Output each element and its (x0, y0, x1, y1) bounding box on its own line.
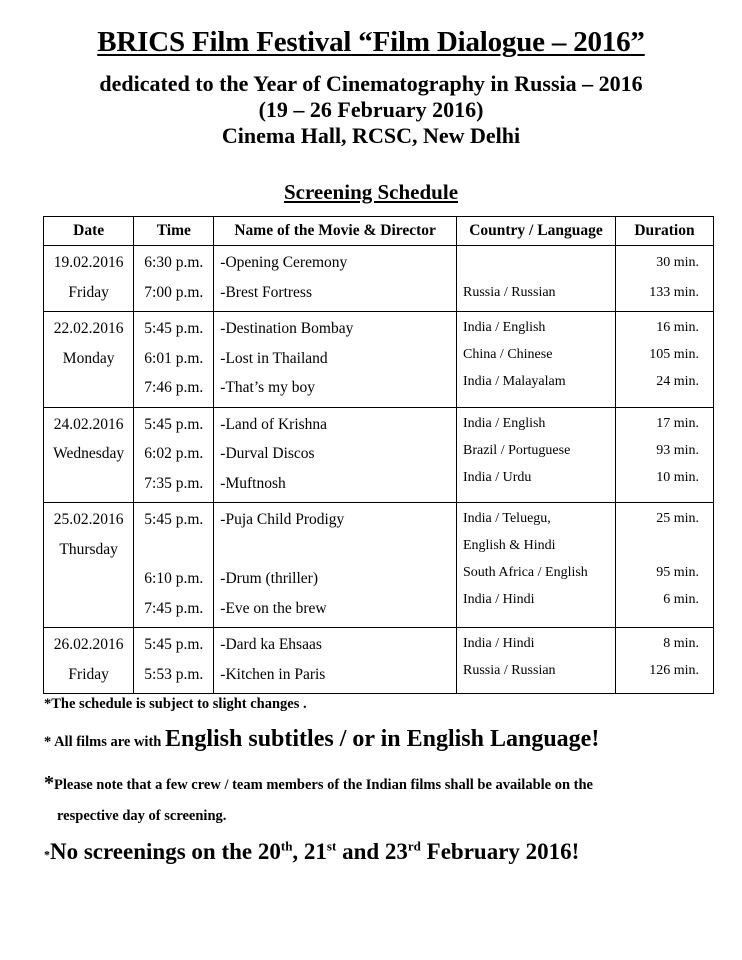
duration: 30 min. (656, 255, 699, 270)
duration-cell (615, 503, 713, 628)
day: Friday (68, 665, 109, 683)
duration-spacer (616, 532, 699, 559)
country-language: Russia / Russian (462, 663, 556, 678)
ordinal-suffix: st (326, 838, 337, 853)
note-text-part: February 2016! (420, 838, 580, 864)
note-text-part: , 21 (292, 838, 327, 864)
movie-title: -Drum (thriller) (220, 570, 318, 587)
country-language: India / Urdu (462, 469, 532, 485)
festival-venue: Cinema Hall, RCSC, New Delhi (221, 123, 521, 148)
date: 22.02.2016 (53, 320, 124, 337)
time: 7:45 p.m. (144, 599, 204, 617)
movie-title: -That’s my boy (220, 379, 316, 396)
table-row (44, 628, 714, 694)
date: 24.02.2016 (53, 415, 124, 433)
country-cell (456, 246, 615, 312)
duration: 25 min. (656, 511, 699, 526)
note-text-part: No screenings on the 20 (50, 838, 281, 864)
country-language (463, 248, 615, 278)
movie-title: -Land of Krishna (220, 415, 328, 433)
festival-title: BRICS Film Festival “Film Dialogue – 2016” (97, 26, 645, 58)
time-cell (134, 628, 214, 694)
movie-title: -Destination Bombay (220, 320, 354, 337)
movie-title: -Muftnosh (220, 474, 286, 492)
time-cell (134, 407, 214, 503)
movie-title: -Durval Discos (220, 445, 315, 462)
table-row (44, 503, 714, 628)
column-header-movie: Name of the Movie & Director (214, 217, 457, 246)
table-header-row (44, 217, 714, 246)
ordinal-suffix: rd (407, 838, 421, 853)
duration: 16 min. (656, 320, 699, 335)
time: 6:01 p.m. (144, 349, 204, 367)
country-cell (456, 503, 615, 628)
date: 19.02.2016 (53, 254, 124, 271)
movie-cell (214, 246, 457, 312)
country-language: South Africa / English (462, 565, 588, 580)
movie-cell (214, 407, 457, 503)
day: Friday (68, 283, 109, 301)
country-language: India / Teluegu, (462, 511, 551, 526)
duration-cell (615, 407, 713, 503)
time: 6:02 p.m. (144, 445, 204, 462)
country-language: Russia / Russian (462, 284, 556, 300)
festival-dates: (19 – 26 February 2016) (258, 97, 484, 122)
movie-title: -Kitchen in Paris (220, 665, 326, 683)
time-cell (134, 246, 214, 312)
country-cell (456, 407, 615, 503)
note-schedule-changes: *The schedule is subject to slight changes . (44, 696, 307, 712)
duration: 93 min. (656, 442, 699, 458)
country-cell (456, 628, 615, 694)
movie-spacer (220, 535, 456, 565)
time: 5:45 p.m. (144, 511, 204, 528)
duration-cell (615, 628, 713, 694)
note-crew (44, 772, 593, 795)
country-language: India / English (462, 320, 546, 335)
table-row (44, 407, 714, 503)
day: Monday (62, 349, 115, 367)
movie-title: -Puja Child Prodigy (220, 511, 345, 528)
duration: 133 min. (649, 284, 699, 300)
day: Thursday (59, 540, 118, 558)
day: Wednesday (53, 445, 125, 462)
note-no-screenings-text (50, 839, 579, 864)
duration: 8 min. (663, 636, 699, 651)
time: 5:45 p.m. (144, 415, 204, 433)
festival-dedication: dedicated to the Year of Cinematography in Russia – 2016 (99, 71, 643, 96)
screening-schedule-table (43, 216, 714, 694)
note-text-part: and 23 (336, 838, 408, 864)
note-crew-asterisk: * (44, 772, 54, 794)
date: 25.02.2016 (53, 511, 124, 528)
country-language: India / English (462, 415, 546, 431)
duration: 95 min. (656, 565, 699, 580)
time: 6:30 p.m. (144, 254, 204, 271)
time-spacer (134, 535, 213, 565)
date-cell (44, 312, 134, 408)
country-language: English & Hindi (462, 538, 556, 553)
duration: 24 min. (656, 374, 699, 389)
movie-cell (214, 503, 457, 628)
movie-cell (214, 628, 457, 694)
time-cell (134, 503, 214, 628)
date-cell (44, 407, 134, 503)
column-header-date: Date (44, 217, 134, 246)
schedule-title: Screening Schedule (283, 180, 459, 204)
country-language: India / Hindi (462, 592, 535, 607)
time: 5:45 p.m. (144, 636, 204, 653)
note-crew-line2: respective day of screening. (57, 808, 227, 824)
duration-cell (615, 246, 713, 312)
duration: 17 min. (656, 415, 699, 431)
table-row (44, 246, 714, 312)
date-cell (44, 628, 134, 694)
country-cell (456, 312, 615, 408)
duration: 105 min. (649, 347, 699, 362)
movie-title: -Lost in Thailand (220, 349, 328, 367)
duration: 126 min. (649, 663, 699, 678)
country-language: Brazil / Portuguese (462, 442, 571, 458)
column-header-country: Country / Language (456, 217, 615, 246)
time-cell (134, 312, 214, 408)
date-cell (44, 246, 134, 312)
note-subtitles-emphasis: English subtitles / or in English Language! (164, 726, 600, 752)
duration-cell (615, 312, 713, 408)
country-language: China / Chinese (462, 347, 553, 362)
movie-title: -Opening Ceremony (220, 254, 348, 271)
note-subtitles (44, 726, 599, 753)
time: 6:10 p.m. (144, 570, 204, 587)
date-cell (44, 503, 134, 628)
time: 7:46 p.m. (144, 379, 204, 396)
time: 5:53 p.m. (144, 665, 204, 683)
ordinal-suffix: th (280, 838, 293, 853)
movie-cell (214, 312, 457, 408)
time: 7:00 p.m. (144, 283, 204, 301)
movie-title: -Dard ka Ehsaas (220, 636, 322, 653)
note-no-screenings-asterisk: * (44, 847, 50, 862)
movie-title: -Eve on the brew (220, 599, 327, 617)
country-language: India / Malayalam (462, 374, 566, 389)
time: 7:35 p.m. (144, 474, 204, 492)
duration: 10 min. (656, 469, 699, 485)
movie-title: -Brest Fortress (220, 283, 312, 301)
table-row (44, 312, 714, 408)
note-subtitles-prefix: * All films are with (44, 734, 165, 750)
country-language: India / Hindi (462, 636, 535, 651)
time: 5:45 p.m. (144, 320, 204, 337)
note-crew-line1: Please note that a few crew / team members of the Indian films shall be available on the (54, 777, 593, 793)
note-no-screenings (44, 838, 579, 865)
column-header-time: Time (134, 217, 214, 246)
duration: 6 min. (663, 592, 699, 607)
date: 26.02.2016 (53, 636, 124, 653)
column-header-duration: Duration (615, 217, 713, 246)
